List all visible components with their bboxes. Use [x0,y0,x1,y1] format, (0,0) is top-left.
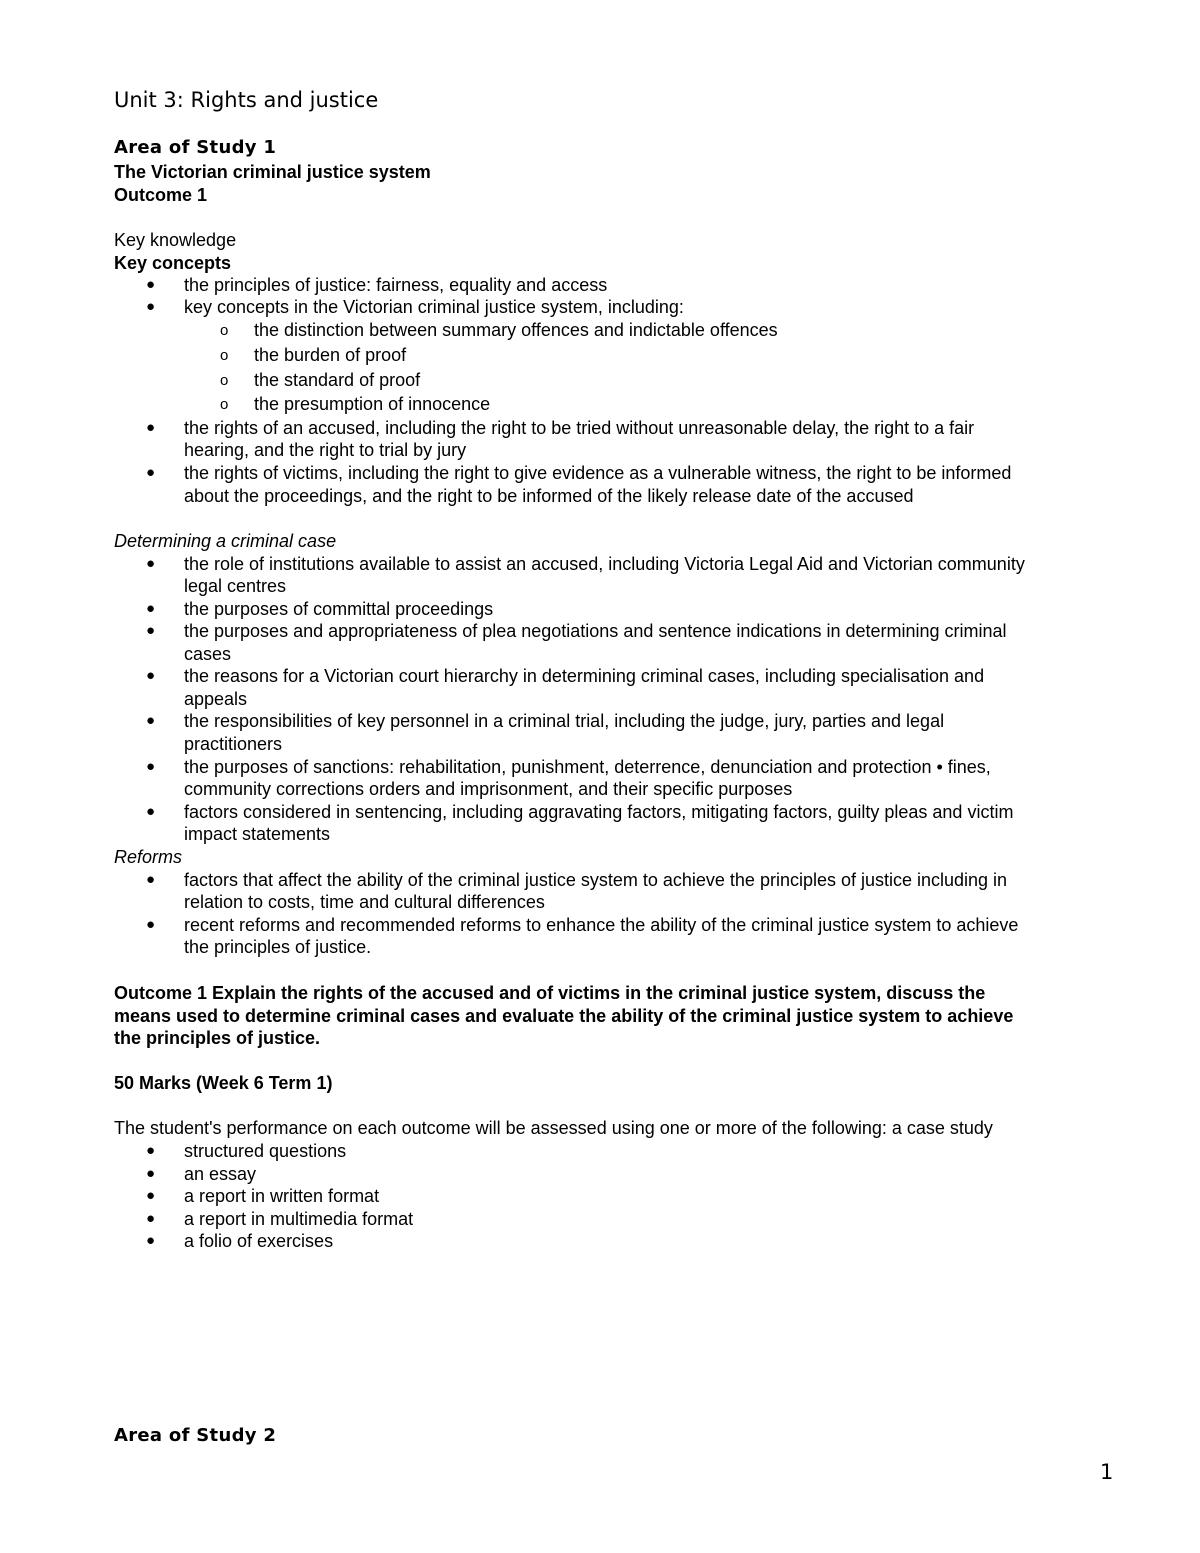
bullet-icon: ● [146,276,156,293]
list-item-line: hearing, and the right to trial by jury [184,440,467,460]
list-item-line: legal centres [184,576,287,596]
list-item-line: the rights of victims, including the right to give evidence as a vulnerable witness, the right to be informed [184,463,1012,483]
bullet-icon: ● [146,298,156,315]
circle-bullet-icon: o [220,347,229,364]
sub-list-item: the distinction between summary offences and indictable offences [254,320,778,340]
bullet-icon: ● [146,758,156,775]
circle-bullet-icon: o [220,396,229,413]
list-item: the principles of justice: fairness, equality and access [184,275,608,295]
bullet-icon: ● [146,916,156,933]
key-concepts-heading: Key concepts [114,253,232,273]
bullet-icon: ● [146,555,156,572]
outcome-label: Outcome 1 [114,185,208,205]
bullet-icon: ● [146,1210,156,1227]
bullet-icon: ● [146,622,156,639]
list-item-line: the reasons for a Victorian court hierarchy in determining criminal cases, including specialisation and [184,666,985,686]
list-item-line: impact statements [184,824,331,844]
bullet-icon: ● [146,600,156,617]
bullet-icon: ● [146,1187,156,1204]
list-item-line: the responsibilities of key personnel in a criminal trial, including the judge, jury, parties and legal [184,711,945,731]
assessment-item: an essay [184,1164,257,1184]
bullet-icon: ● [146,1232,156,1249]
outcome-statement-line: Outcome 1 Explain the rights of the accused and of victims in the criminal justice system, discuss the [114,983,986,1003]
list-item-line: factors that affect the ability of the criminal justice system to achieve the principles of justice including in [184,870,1008,890]
marks-label: 50 Marks (Week 6 Term 1) [114,1073,333,1093]
bullet-icon: ● [146,712,156,729]
bullet-icon: ● [146,1142,156,1159]
bullet-icon: ● [146,419,156,436]
assessment-item: structured questions [184,1141,347,1161]
assessment-item: a report in written format [184,1186,380,1206]
reforms-heading: Reforms [114,847,183,867]
area-of-study-1-heading: Area of Study 1 [114,137,277,158]
list-item-line: the purposes and appropriateness of plea negotiations and sentence indications in determining criminal [184,621,1007,641]
bullet-icon: ● [146,464,156,481]
list-item: key concepts in the Victorian criminal justice system, including: [184,297,684,317]
list-item-line: the role of institutions available to assist an accused, including Victoria Legal Aid and Victorian community [184,554,1025,574]
list-item-line: appeals [184,689,248,709]
outcome-statement-line: the principles of justice. [114,1028,321,1048]
list-item-line: the rights of an accused, including the right to be tried without unreasonable delay, the right to a fair [184,418,975,438]
document-title: Unit 3: Rights and justice [114,88,379,112]
sub-list-item: the burden of proof [254,345,407,365]
list-item-line: community corrections orders and imprisonment, and their specific purposes [184,779,793,799]
area-of-study-1-subheading: The Victorian criminal justice system [114,162,431,182]
list-item-line: about the proceedings, and the right to be informed of the likely release date of the accused [184,486,914,506]
key-knowledge-label: Key knowledge [114,230,237,250]
bullet-icon: ● [146,803,156,820]
list-item-line: relation to costs, time and cultural differences [184,892,545,912]
bullet-icon: ● [146,871,156,888]
outcome-statement-line: means used to determine criminal cases and evaluate the ability of the criminal justice system to achieve [114,1006,1014,1026]
sub-list-item: the presumption of innocence [254,394,491,414]
circle-bullet-icon: o [220,322,229,339]
list-item-line: recent reforms and recommended reforms to enhance the ability of the criminal justice system to achieve [184,915,1019,935]
determining-heading: Determining a criminal case [114,531,337,551]
bullet-icon: ● [146,1165,156,1182]
area-of-study-2-heading: Area of Study 2 [114,1425,277,1446]
list-item-line: cases [184,644,232,664]
assessment-item: a report in multimedia format [184,1209,414,1229]
list-item-line: factors considered in sentencing, including aggravating factors, mitigating factors, guilty pleas and victim [184,802,1014,822]
sub-list-item: the standard of proof [254,370,421,390]
assessment-intro: The student's performance on each outcome will be assessed using one or more of the following: a case study [114,1118,993,1138]
assessment-item: a folio of exercises [184,1231,334,1251]
list-item-line: practitioners [184,734,283,754]
bullet-icon: ● [146,667,156,684]
list-item-line: the principles of justice. [184,937,372,957]
page-number: 1 [1100,1460,1114,1484]
circle-bullet-icon: o [220,372,229,389]
list-item-line: the purposes of sanctions: rehabilitation, punishment, deterrence, denunciation and protection • fines, [184,757,991,777]
list-item-line: the purposes of committal proceedings [184,599,494,619]
